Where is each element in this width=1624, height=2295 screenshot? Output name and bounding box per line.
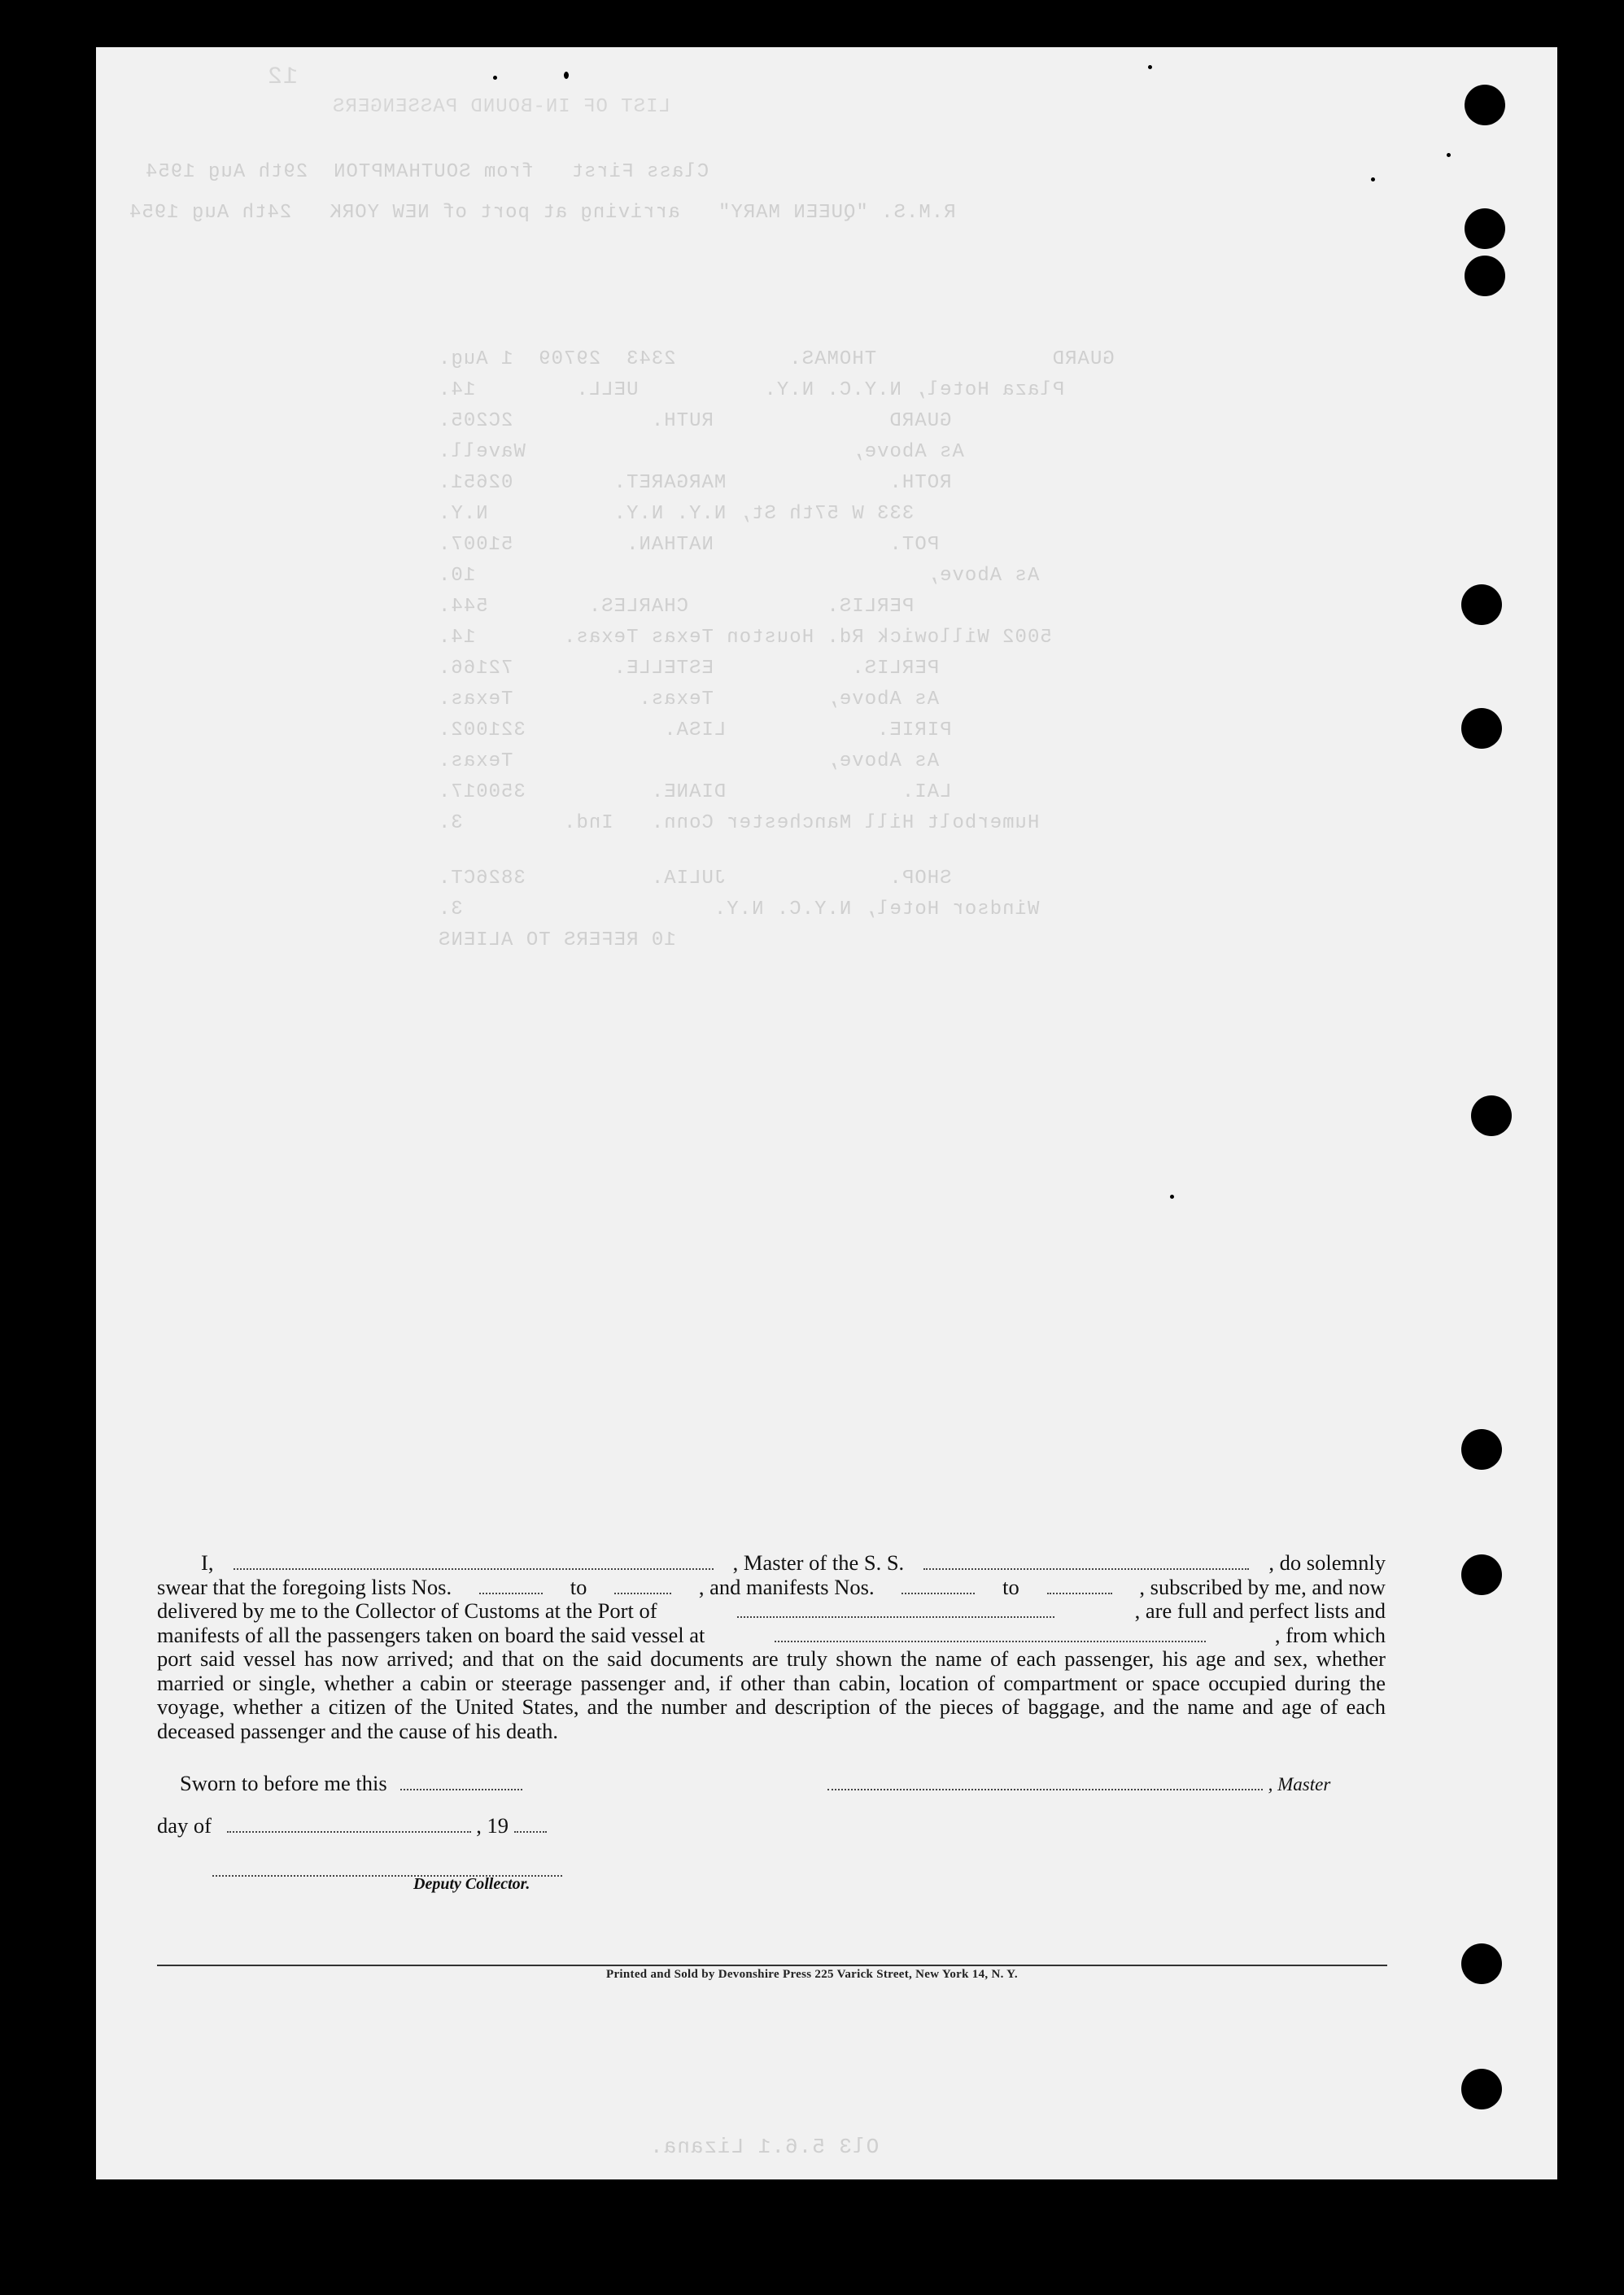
- bleed-row: GUARD RUTH. 2C205.: [438, 410, 952, 432]
- bleed-row: 5002 Willowick Rd. Houston Texas Texas. 14.: [438, 627, 1052, 649]
- year-label: , 19: [476, 1813, 509, 1838]
- manifests-from-blank: [901, 1578, 975, 1594]
- bleed-row: 10 REFERS TO ALIENS: [438, 929, 676, 951]
- punch-hole: [1465, 256, 1505, 296]
- punch-hole: [1471, 1095, 1512, 1136]
- speck: [493, 76, 497, 80]
- lists-to-blank: [614, 1578, 671, 1594]
- punch-hole: [1461, 708, 1502, 749]
- speck: [1371, 177, 1375, 181]
- bleed-class-line: Class First from SOUTHAMPTON 29th Aug 1954: [145, 161, 709, 183]
- bleed-row: 333 W 57th St, N.Y. N.Y. N.Y.: [438, 503, 915, 525]
- punch-hole: [1461, 1554, 1502, 1595]
- punch-hole: [1465, 85, 1505, 125]
- ship-name-blank: [923, 1554, 1249, 1570]
- oath-do-solemnly: , do solemnly: [1268, 1550, 1386, 1575]
- bleed-row: LAI. DIANE. 350017.: [438, 781, 952, 803]
- oath-manifests-passengers: manifests of all the passengers taken on board the said vessel at: [157, 1622, 705, 1647]
- speck: [1148, 65, 1152, 69]
- oath-delivered: delivered by me to the Collector of Customs at the Port of: [157, 1598, 657, 1623]
- master-label: , Master: [1268, 1774, 1331, 1794]
- speck: [1170, 1195, 1174, 1199]
- bleed-row: PERLIS. CHARLES. 544.: [438, 596, 915, 618]
- speck: [1587, 2124, 1591, 2128]
- footer-rule: [157, 1965, 1387, 1966]
- bleed-row: As Above, 10.: [438, 565, 1040, 587]
- sworn-date-blank: [400, 1774, 522, 1790]
- vessel-port-blank: [775, 1626, 1206, 1642]
- bleed-row: As Above, Texas.: [438, 750, 940, 772]
- oath-master-of-ss: , Master of the S. S.: [732, 1550, 905, 1575]
- speck: [564, 72, 569, 79]
- bleed-ship-line: R.M.S. "QUEEN MARY" arriving at port of NEW YORK 24th Aug 1954: [129, 202, 956, 224]
- bleed-page-number: 12: [267, 63, 299, 91]
- lists-from-blank: [479, 1578, 543, 1594]
- oath-body-text: port said vessel has now arrived; and that on the said documents are truly shown the name of each passenger, his age and sex, whether married or single, whether a cabin or steerage passenger and, if other than cabin, location of compartment or space occupied during the voyage, whether a citizen of the United States, and the number and description of the pieces of baggage, and the name and age of each deceased passenger and the cause of his death.: [157, 1646, 1386, 1743]
- bleed-row: As Above, Texas. Texas.: [438, 688, 940, 710]
- bleed-row: As Above, Wavell.: [438, 441, 964, 463]
- bleed-row: ROTH. MARGARET. 02651.: [438, 472, 952, 494]
- oath-manifests: , and manifests Nos.: [698, 1574, 875, 1599]
- master-name-blank: [234, 1554, 714, 1570]
- printer-imprint: Printed and Sold by Devonshire Press 225 Varick Street, New York 14, N. Y.: [606, 1968, 1018, 1981]
- oath-swear-lists: swear that the foregoing lists Nos.: [157, 1574, 452, 1599]
- bleed-row: POT. NATHAN. 51007.: [438, 534, 940, 556]
- bleed-row: SHOP. JULIA. 3826CT.: [438, 868, 952, 890]
- port-blank: [737, 1602, 1054, 1618]
- year-blank: [514, 1816, 547, 1833]
- punch-hole: [1461, 584, 1502, 625]
- oath-subscribed: , subscribed by me, and now: [1139, 1574, 1386, 1599]
- bleed-bottom-text: Ol3 5.6.1 Lizana.: [649, 2135, 880, 2159]
- punch-hole: [1461, 1429, 1502, 1470]
- deputy-collector-label: Deputy Collector.: [413, 1875, 530, 1893]
- master-signature-blank: [827, 1774, 1263, 1790]
- bleed-row: Windsor Hotel, N.Y.C. N.Y. 3.: [438, 898, 1040, 920]
- bleed-row: GUARD THOMAS. 2343 29709 1 Aug.: [438, 348, 1115, 370]
- bleed-row: PIRIE. LISA. 321002.: [438, 719, 952, 741]
- punch-hole: [1461, 2069, 1502, 2109]
- bleed-row: Humerbolt Hill Manchester Conn. Ind. 3.: [438, 812, 1040, 834]
- oath-i: I,: [201, 1550, 214, 1575]
- sworn-label: Sworn to before me this: [180, 1771, 387, 1795]
- bleed-row: Plaza Hotel, N.Y.C. N.Y. UELL. 14.: [438, 379, 1065, 401]
- punch-hole: [1465, 208, 1505, 249]
- day-blank: [227, 1816, 471, 1833]
- bleed-header: LIST OF IN-BOUND PASSENGERS: [332, 96, 670, 118]
- day-of-label: day of: [157, 1813, 212, 1838]
- master-oath-paragraph: [157, 1551, 1386, 1743]
- oath-from-which: , from which: [1274, 1622, 1386, 1647]
- bleed-row: PERLIS. ESTELLE. 72166.: [438, 658, 940, 680]
- manifests-to-blank: [1047, 1578, 1112, 1594]
- oath-to-2: to: [1002, 1574, 1019, 1599]
- oath-to-1: to: [570, 1574, 587, 1599]
- oath-full-perfect: , are full and perfect lists and: [1134, 1598, 1386, 1623]
- speck: [1447, 153, 1451, 157]
- speck: [31, 794, 35, 798]
